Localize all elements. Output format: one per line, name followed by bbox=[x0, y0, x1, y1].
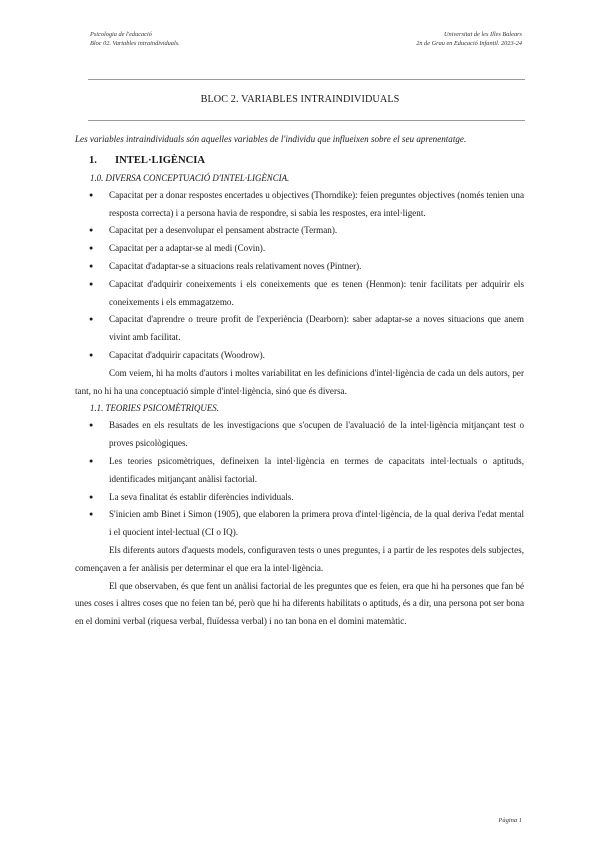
bullet-icon: ● bbox=[89, 261, 94, 270]
list-item: ● Capacitat per a donar respostes encertades u objectives (Thorndike): feien preguntes objectives (només tenien una resposta correcta) i a persona havia de respondre, si sabia les respostes, era intel·ligent. bbox=[75, 187, 524, 223]
body-paragraph: Com veiem, hi ha molts d'autors i moltes variabilitat en les definicions d'intel·ligència de cada un dels autors, per tant, no hi ha una conceptuació simple d'intel·ligència, sinó que és diversa. bbox=[75, 367, 524, 396]
header-block: Bloc 02. Variables intraindividuals. bbox=[90, 40, 180, 47]
section-number: 1. bbox=[89, 154, 97, 166]
title-top-rule bbox=[88, 79, 525, 80]
list-item: ● S'inicien amb Binet i Simon (1905), que elaboren la primera prova d'intel·ligència, de la qual deriva l'edat mental i el quocient intel·lectual (CI o IQ). bbox=[75, 506, 524, 542]
section-title: INTEL·LIGÈNCIA bbox=[115, 154, 206, 166]
title-bottom-rule bbox=[88, 120, 525, 121]
list-item: ● Basades en els resultats de les investigacions que s'ocupen de l'avaluació de la intel·ligència mitjançant test o proves psicològiques. bbox=[75, 417, 524, 453]
page-number: Pàgina 1 bbox=[498, 817, 522, 824]
body-paragraph: Els diferents autors d'aquests models, configuraven tests o unes preguntes, i a partir de les respotes dels subjectes, començaven a fer anàlisis per determinar el que era la intel·ligència. bbox=[75, 544, 524, 573]
definitions-list bbox=[75, 187, 524, 365]
header-university: Universitat de les Illes Balears bbox=[444, 31, 522, 38]
header-degree: 2n de Grau en Educació Infantil. 2023-24 bbox=[416, 40, 522, 47]
subsection-heading: 1.1. TEORIES PSICOMÈTRIQUES. bbox=[90, 403, 219, 414]
bullet-icon: ● bbox=[89, 350, 94, 359]
bullet-icon: ● bbox=[89, 315, 94, 324]
bullet-icon: ● bbox=[89, 492, 94, 501]
list-item: ● Capacitat per a adaptar-se al medi (Covin). bbox=[75, 240, 524, 258]
body-paragraph: El que observaben, és que fent un anàlisi factorial de les preguntes que es feien, era que hi ha persones que fan bé unes coses i altres coses que no feien tan bé, però que hi ha diferents habilitats o aptituds, és a dir, una persona pot ser bona en el domini verbal (riquesa verbal, fluïdessa verbal) i no tan bona en el domini matemàtic. bbox=[75, 580, 524, 627]
bullet-icon: ● bbox=[89, 421, 94, 430]
header-course: Psicologia de l'educació bbox=[90, 31, 152, 38]
list-item: ● Capacitat d'adaptar-se a situacions reals relativament noves (Pintner). bbox=[75, 258, 524, 276]
bullet-icon: ● bbox=[89, 456, 94, 465]
list-item: ● Capacitat d'adquirir capacitats (Woodrow). bbox=[75, 347, 524, 365]
bullet-icon: ● bbox=[89, 510, 94, 519]
bullet-icon: ● bbox=[89, 226, 94, 235]
header-left bbox=[90, 30, 180, 48]
document-title: BLOC 2. VARIABLES INTRAINDIVIDUALS bbox=[200, 94, 400, 105]
bullet-icon: ● bbox=[89, 244, 94, 253]
list-item: ● Capacitat d'adquirir coneixements i els coneixements que es tenen (Henmon): tenir facilitats per adquirir els coneixements i els emmagatzemo. bbox=[75, 276, 524, 312]
list-item: ● La seva finalitat és establir diferències individuals. bbox=[75, 489, 524, 507]
list-item: ● Capacitat per a desenvolupar el pensament abstracte (Terman). bbox=[75, 222, 524, 240]
subsection-heading: 1.0. DIVERSA CONCEPTUACIÓ D'INTEL·LIGÈNCIA. bbox=[90, 172, 290, 183]
list-item: ● Capacitat d'aprendre o treure profit de l'experiència (Dearborn): saber adaptar-se a noves situacions que anem vivint amb facilitat. bbox=[75, 311, 524, 347]
bullet-icon: ● bbox=[89, 279, 94, 288]
intro-paragraph: Les variables intraindividuals són aquelles variables de l'individu que influeixen sobre el seu aprenentatge. bbox=[75, 134, 467, 144]
bullet-icon: ● bbox=[89, 190, 94, 199]
section-heading bbox=[89, 151, 524, 170]
psychometric-list bbox=[75, 417, 524, 542]
header-right bbox=[416, 30, 522, 48]
document-body bbox=[75, 131, 524, 631]
list-item: ● Les teories psicomètriques, defineixen la intel·ligència en termes de capacitats intel·lectuals o aptituds, identificades mitjançant anàlisi factorial. bbox=[75, 453, 524, 489]
